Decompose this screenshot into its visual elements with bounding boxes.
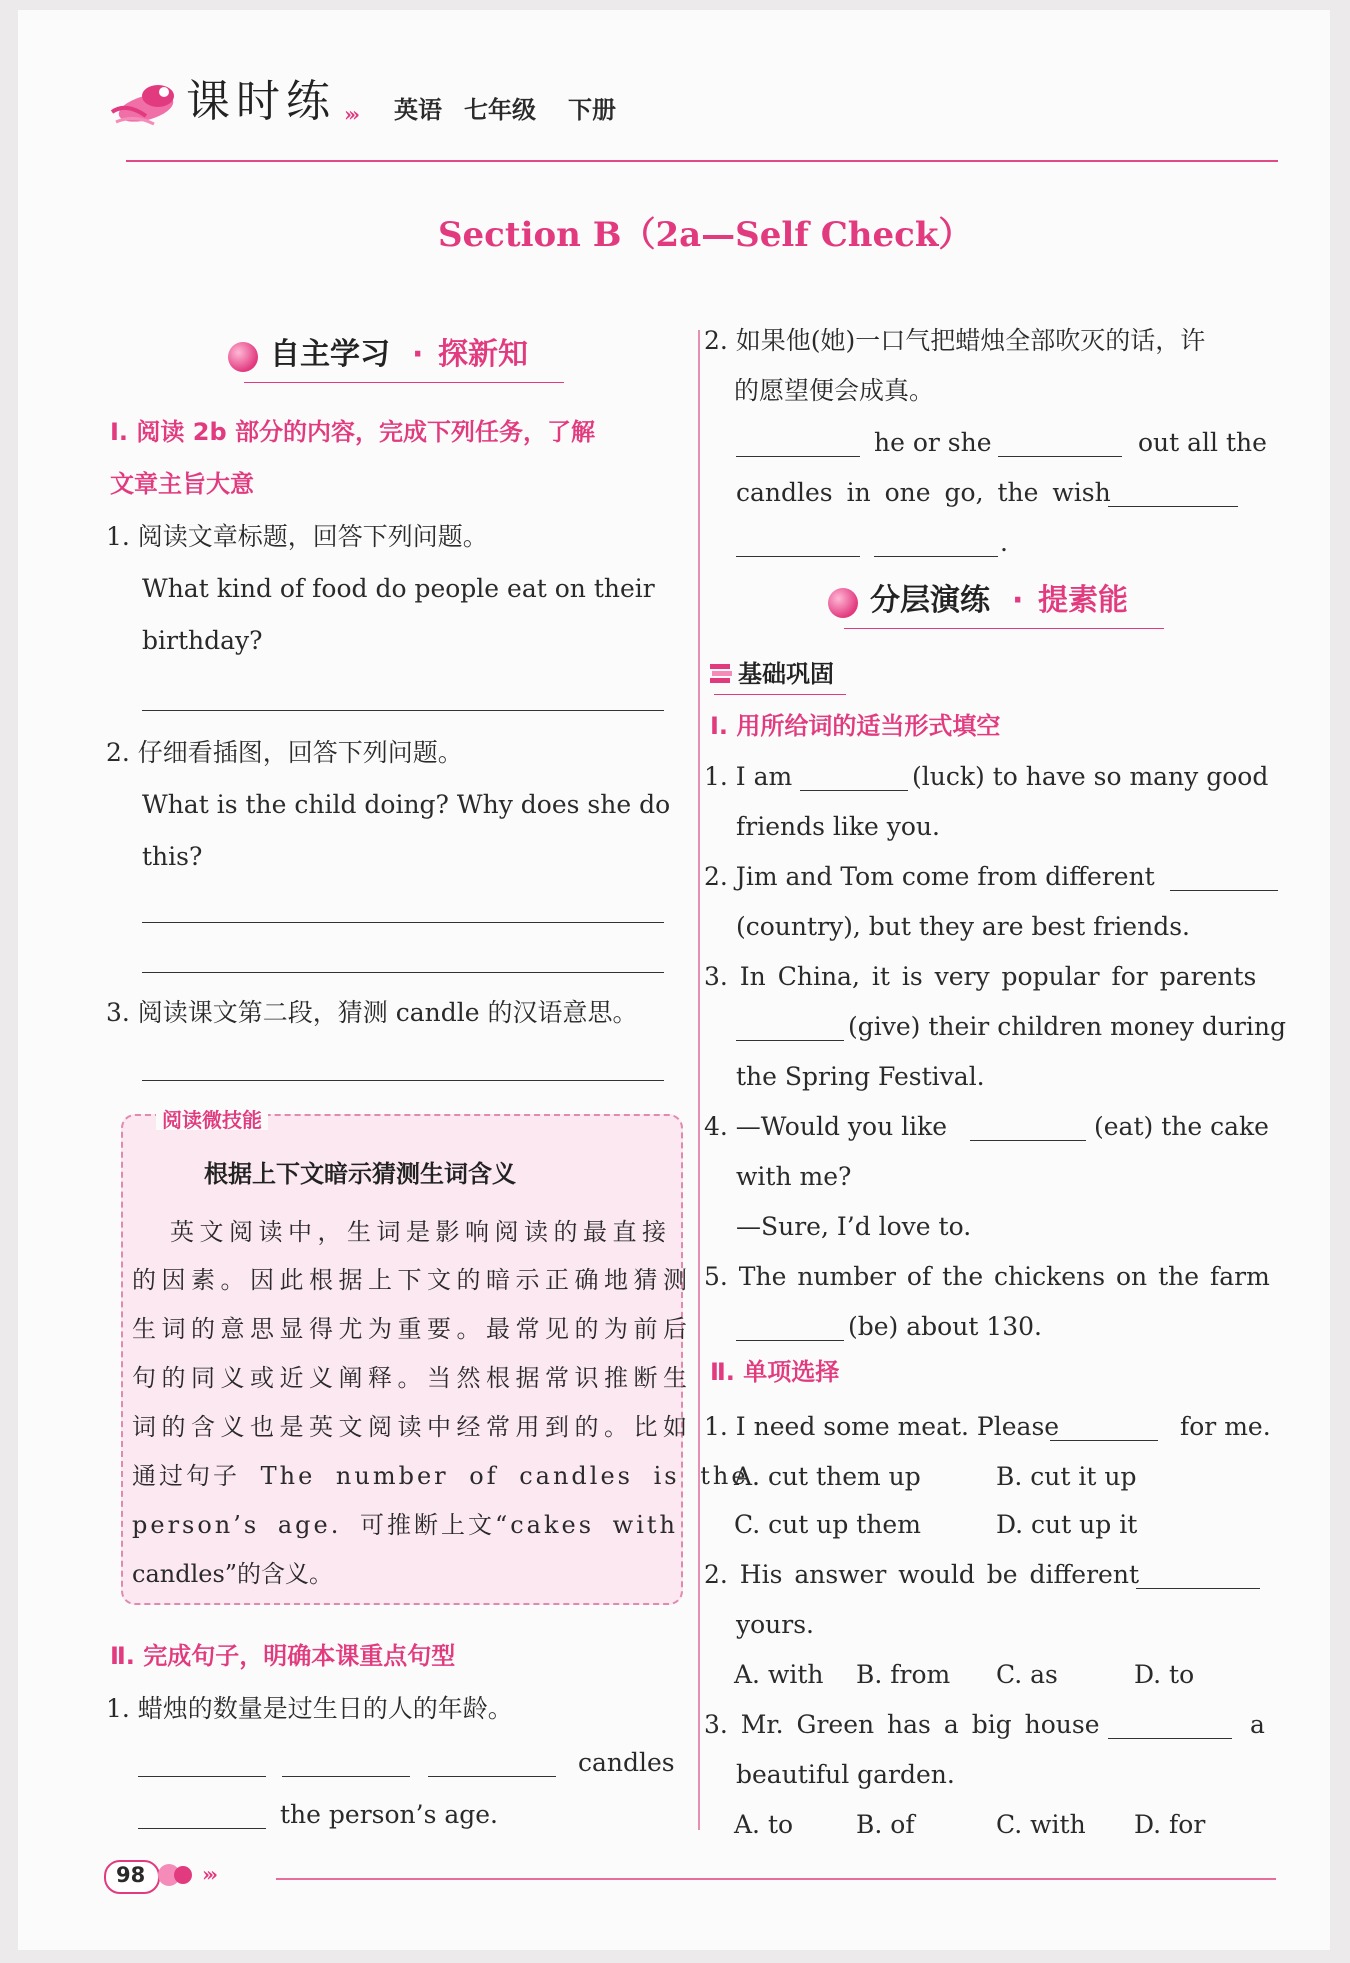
banner-right-a: 分层演练: [870, 583, 990, 618]
footer-divider: [276, 1878, 1276, 1880]
f2-blank: [1170, 890, 1278, 891]
m1-opt-d[interactable]: D. cut up it: [996, 1510, 1138, 1539]
q2-en-line1: What is the child doing? Why does she do: [142, 790, 671, 819]
q1-cn: 1. 阅读文章标题，回答下列问题。: [106, 522, 488, 551]
m3-b: a: [1250, 1710, 1265, 1739]
banner-bullet-icon: [828, 588, 858, 618]
p2q1-blank-4: [138, 1828, 266, 1829]
tip-line-1: 英文阅读中，生词是影响阅读的最直接: [170, 1218, 672, 1246]
banner-right-dot: ·: [1012, 583, 1024, 618]
m1-a: 1. I need some meat. Please: [704, 1412, 1060, 1441]
brand-title: 课时练: [186, 76, 336, 127]
f5-b: (be) about 130.: [848, 1312, 1042, 1341]
p2q2-cn-line1: 2. 如果他(她)一口气把蜡烛全部吹灭的话，许: [704, 326, 1206, 355]
p2q1-word: candles: [578, 1748, 675, 1777]
m2-opt-b[interactable]: B. from: [856, 1660, 951, 1689]
q3-cn: 3. 阅读课文第二段，猜测 candle 的汉语意思。: [106, 998, 638, 1027]
f4-b: (eat) the cake: [1094, 1112, 1269, 1141]
worksheet-page: [18, 10, 1330, 1950]
tip-title: 根据上下文暗示猜测生词含义: [204, 1160, 516, 1188]
p2q2-blank-2: [998, 456, 1122, 457]
m1-blank: [1050, 1440, 1158, 1441]
banner-bullet-icon: [228, 342, 258, 372]
banner-left-a: 自主学习: [270, 337, 390, 372]
p2q2-cn-line2: 的愿望便会成真。: [734, 376, 935, 405]
f2-a: 2. Jim and Tom come from different: [704, 862, 1155, 891]
p2q2-en-b: out all the: [1138, 428, 1267, 457]
m3-a: 3. Mr. Green has a big house: [704, 1710, 1100, 1739]
m2-blank: [1136, 1588, 1260, 1589]
q2-answer-line1: [142, 922, 664, 923]
f1-blank: [800, 790, 908, 791]
basic-label-underline: [714, 694, 846, 695]
f5-a: 5. The number of the chickens on the farm: [704, 1262, 1270, 1291]
p2q1-cn: 1. 蜡烛的数量是过生日的人的年龄。: [106, 1694, 513, 1723]
volume-label: 下册: [568, 96, 616, 124]
f4-c: with me?: [736, 1162, 852, 1191]
chevron-icon: ›››: [202, 1862, 214, 1886]
q1-answer-line: [142, 710, 664, 711]
tip-line-4: 句的同义或近义阐释。当然根据常识推断生: [132, 1364, 693, 1392]
part2-heading: Ⅱ. 完成句子，明确本课重点句型: [110, 1642, 456, 1670]
partII-heading: Ⅱ. 单项选择: [710, 1358, 840, 1386]
m3-opt-d[interactable]: D. for: [1134, 1810, 1206, 1839]
book-stack-icon: [708, 660, 734, 686]
q2-en-line2: this?: [142, 842, 203, 871]
tip-line-7: person’s age. 可推断上文“cakes with: [132, 1511, 678, 1539]
m2-opt-c[interactable]: C. as: [996, 1660, 1058, 1689]
logo-icon: [106, 72, 198, 134]
banner-underline: [844, 628, 1164, 629]
banner-right-b: 提素能: [1038, 583, 1128, 618]
f3-a: 3. In China, it is very popular for parents: [704, 962, 1257, 991]
header-divider: [126, 160, 1278, 162]
f4-blank: [970, 1140, 1086, 1141]
f2-b: (country), but they are best friends.: [736, 912, 1190, 941]
f1-b: (luck) to have so many good: [912, 762, 1269, 791]
subject-label: 英语: [394, 96, 442, 124]
m3-blank: [1108, 1738, 1232, 1739]
m1-opt-a[interactable]: A. cut them up: [734, 1462, 921, 1491]
banner-left-dot: ·: [412, 337, 424, 372]
p2q1-tail: the person’s age.: [280, 1800, 498, 1829]
m3-c: beautiful garden.: [736, 1760, 955, 1789]
q1-en-line2: birthday?: [142, 626, 263, 655]
m2-b: yours.: [736, 1610, 815, 1639]
p2q2-en-c: candles in one go, the wish: [736, 478, 1111, 507]
f3-c: the Spring Festival.: [736, 1062, 985, 1091]
f1-c: friends like you.: [736, 812, 940, 841]
m2-opt-a[interactable]: A. with: [734, 1660, 824, 1689]
p2q1-blank-2: [282, 1776, 410, 1777]
tip-line-2: 的因素。因此根据上下文的暗示正确地猜测: [132, 1266, 693, 1294]
m3-opt-a[interactable]: A. to: [734, 1810, 794, 1839]
m1-opt-b[interactable]: B. cut it up: [996, 1462, 1137, 1491]
tip-line-3: 生词的意思显得尤为重要。最常见的为前后: [132, 1315, 693, 1343]
m3-opt-c[interactable]: C. with: [996, 1810, 1086, 1839]
basic-label: 基础巩固: [738, 660, 834, 688]
chevron-icon: ›››: [344, 102, 356, 126]
banner-left-b: 探新知: [438, 337, 528, 372]
m1-opt-c[interactable]: C. cut up them: [734, 1510, 921, 1539]
tip-line-8: candles”的含义。: [132, 1560, 334, 1588]
column-divider: [698, 330, 700, 1830]
p2q1-blank-1: [138, 1776, 266, 1777]
p2q2-en-a: he or she: [874, 428, 992, 457]
f3-b: (give) their children money during: [848, 1012, 1286, 1041]
f1-a: 1. I am: [704, 762, 793, 791]
q2-cn: 2. 仔细看插图，回答下列问题。: [106, 738, 463, 767]
p2q2-blank-1: [736, 456, 860, 457]
f5-blank: [736, 1340, 844, 1341]
p2q1-blank-3: [428, 1776, 556, 1777]
m3-opt-b[interactable]: B. of: [856, 1810, 915, 1839]
q2-answer-line2: [142, 972, 664, 973]
grade-label: 七年级: [464, 96, 536, 124]
p2q2-period: .: [1000, 528, 1008, 557]
banner-underline: [244, 382, 564, 383]
part1-heading-line1: Ⅰ. 阅读 2b 部分的内容，完成下列任务，了解: [110, 418, 595, 446]
part1-heading-line2: 文章主旨大意: [110, 470, 254, 498]
tip-line-5: 词的含义也是英文阅读中经常用到的。比如: [132, 1413, 693, 1441]
q1-en-line1: What kind of food do people eat on their: [142, 574, 655, 603]
q3-answer-line: [142, 1080, 664, 1081]
p2q2-blank-5: [874, 556, 998, 557]
m2-a: 2. His answer would be different: [704, 1560, 1139, 1589]
m1-b: for me.: [1180, 1412, 1271, 1441]
partI-heading: Ⅰ. 用所给词的适当形式填空: [710, 712, 1001, 740]
p2q2-blank-4: [736, 556, 860, 557]
f3-blank: [736, 1040, 844, 1041]
section-title: Section B（2a—Self Check）: [438, 215, 973, 255]
page-number: 98: [116, 1863, 146, 1887]
f4-d: —Sure, I’d love to.: [736, 1212, 972, 1241]
tip-tag: 阅读微技能: [156, 1110, 268, 1130]
page-dot-icon: [174, 1866, 192, 1884]
p2q2-blank-3: [1108, 506, 1238, 507]
tip-line-6: 通过句子 The number of candles is the: [132, 1462, 749, 1490]
f4-a: 4. —Would you like: [704, 1112, 948, 1141]
m2-opt-d[interactable]: D. to: [1134, 1660, 1195, 1689]
